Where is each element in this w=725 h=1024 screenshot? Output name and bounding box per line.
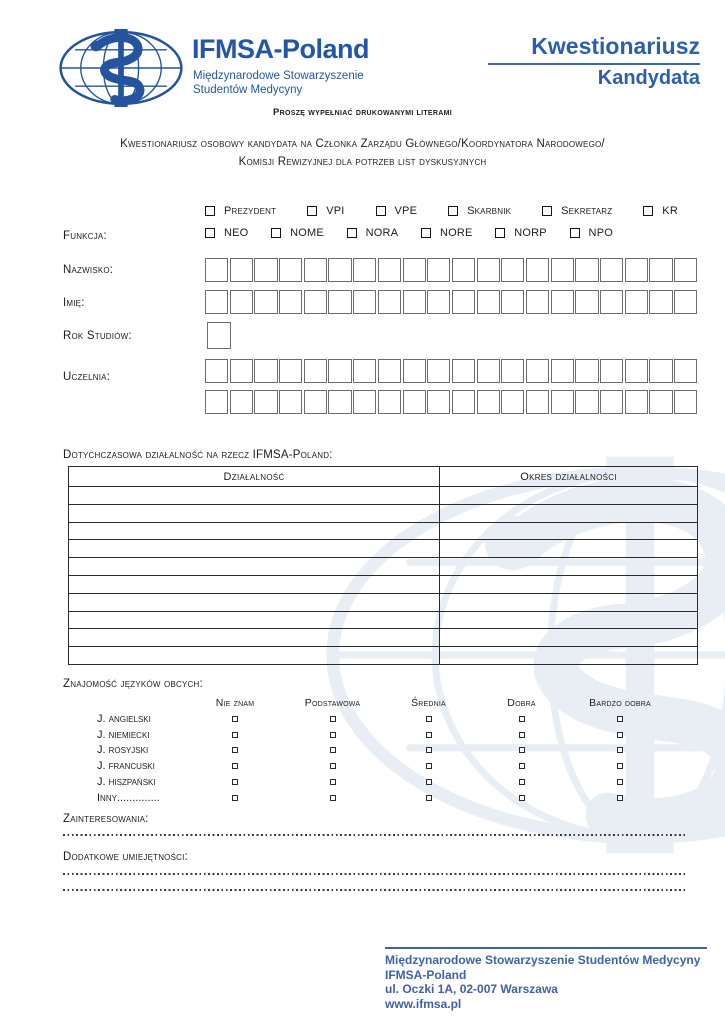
checkbox-label: NORP: [514, 227, 547, 239]
org-subtitle: [193, 70, 364, 97]
skills-fill-line-2[interactable]: [63, 889, 686, 891]
function-option-nora: [347, 227, 399, 239]
char-cell[interactable]: [254, 359, 277, 383]
language-checkbox-wrap: [283, 747, 382, 753]
activity-cell[interactable]: [69, 575, 440, 593]
checkbox-label: NPO: [588, 227, 613, 239]
function-option-kr: [643, 205, 678, 217]
activity-row: [69, 558, 698, 576]
language-level-checkbox[interactable]: [330, 763, 336, 769]
char-cell[interactable]: [649, 359, 672, 383]
function-option-nore: [421, 227, 473, 239]
checkbox[interactable]: [570, 228, 580, 238]
period-cell[interactable]: [440, 558, 698, 576]
char-cell[interactable]: [304, 390, 327, 414]
char-cell[interactable]: [575, 359, 598, 383]
language-checkbox-wrap: [568, 779, 672, 785]
org-subtitle-line1: Międzynarodowe Stowarzyszenie: [193, 70, 364, 82]
language-checkbox-wrap: [283, 763, 382, 769]
function-option-sekretarz: [542, 205, 612, 217]
char-cell[interactable]: [353, 390, 376, 414]
function-option-vpi: [307, 205, 344, 217]
char-cell[interactable]: [353, 290, 376, 314]
funkcja-label: Funkcja:: [63, 230, 107, 242]
language-label: J. francuski: [97, 760, 155, 773]
language-checkbox-wrap: [283, 795, 382, 801]
activity-cell[interactable]: [69, 611, 440, 629]
function-option-prezydent: [205, 205, 276, 217]
char-cell[interactable]: [600, 290, 623, 314]
activity-row: [69, 575, 698, 593]
char-cell[interactable]: [230, 359, 253, 383]
function-checkbox-row-2: [205, 227, 613, 239]
language-checkbox-wrap: [475, 716, 568, 722]
language-level-checkbox[interactable]: [617, 716, 623, 722]
uczelnia-label: Uczelnia:: [63, 371, 111, 383]
footer-name-line: IFMSA-Poland: [385, 967, 467, 982]
char-cell[interactable]: [328, 258, 351, 282]
activity-cell[interactable]: [69, 487, 440, 505]
checkbox[interactable]: [542, 206, 552, 216]
char-cell[interactable]: [403, 359, 426, 383]
footer-org-line: Międzynarodowe Stowarzyszenie Studentów Medycyny: [385, 953, 701, 967]
language-checkbox-wrap: [382, 763, 475, 769]
language-label: J. hiszpański: [97, 775, 156, 788]
skills-label: Dodatkowe umiejętności:: [63, 851, 188, 863]
fill-instruction: Proszę wypełniać drukowanymi literami: [273, 107, 452, 118]
language-checkbox-wrap: [475, 747, 568, 753]
checkbox[interactable]: [643, 206, 653, 216]
activity-cell[interactable]: [69, 629, 440, 647]
char-cell[interactable]: [230, 258, 253, 282]
language-checkbox-wrap: [568, 747, 672, 753]
language-level-checkbox[interactable]: [232, 716, 238, 722]
uczelnia-char-row-2: [205, 390, 697, 414]
char-cell[interactable]: [328, 390, 351, 414]
char-cell[interactable]: [427, 390, 450, 414]
char-cell[interactable]: [526, 258, 549, 282]
language-checkbox-wrap: [187, 763, 283, 769]
char-cell[interactable]: [378, 290, 401, 314]
language-checkbox-wrap: [187, 779, 283, 785]
nazwisko-label: Nazwisko:: [63, 264, 114, 276]
checkbox-label: VPI: [326, 205, 345, 217]
checkbox[interactable]: [448, 206, 458, 216]
language-checkbox-wrap: [568, 763, 672, 769]
activity-table: [68, 466, 698, 665]
checkbox[interactable]: [421, 228, 431, 238]
char-cell[interactable]: [674, 290, 697, 314]
activity-row: [69, 522, 698, 540]
char-cell[interactable]: [427, 359, 450, 383]
char-cell[interactable]: [254, 290, 277, 314]
language-level-checkbox[interactable]: [426, 763, 432, 769]
char-cell[interactable]: [452, 258, 475, 282]
char-cell[interactable]: [575, 390, 598, 414]
char-cell[interactable]: [526, 390, 549, 414]
char-cell[interactable]: [551, 290, 574, 314]
doc-title-kandydata: Kandydata: [597, 67, 700, 89]
language-grid: [63, 697, 672, 804]
char-cell[interactable]: [452, 290, 475, 314]
org-name: IFMSA-Poland: [192, 34, 369, 64]
activity-table-body: [69, 487, 698, 665]
char-cell[interactable]: [279, 290, 302, 314]
language-level-checkbox[interactable]: [232, 747, 238, 753]
char-cell[interactable]: [304, 290, 327, 314]
language-level-checkbox[interactable]: [232, 732, 238, 738]
char-cell[interactable]: [551, 390, 574, 414]
char-cell[interactable]: [403, 258, 426, 282]
language-level-checkbox[interactable]: [232, 763, 238, 769]
checkbox-label: Prezydent: [224, 205, 277, 217]
language-checkbox-wrap: [475, 732, 568, 738]
activity-cell[interactable]: [69, 647, 440, 665]
char-cell[interactable]: [526, 359, 549, 383]
activity-cell[interactable]: [69, 540, 440, 558]
language-checkbox-wrap: [568, 732, 672, 738]
language-checkbox-wrap: [382, 795, 475, 801]
char-cell[interactable]: [403, 290, 426, 314]
language-checkbox-wrap: [382, 747, 475, 753]
language-checkbox-wrap: [382, 732, 475, 738]
char-cell[interactable]: [649, 290, 672, 314]
activity-cell[interactable]: [69, 522, 440, 540]
char-cell[interactable]: [477, 258, 500, 282]
function-option-skarbnik: [448, 205, 511, 217]
period-cell[interactable]: [440, 522, 698, 540]
level-header-bardzo-dobra: Bardzo dobra: [589, 697, 651, 709]
char-cell[interactable]: [600, 359, 623, 383]
language-level-checkbox[interactable]: [426, 779, 432, 785]
char-cell[interactable]: [378, 390, 401, 414]
char-cell[interactable]: [477, 359, 500, 383]
language-checkbox-wrap: [382, 779, 475, 785]
checkbox[interactable]: [205, 206, 215, 216]
language-level-checkbox[interactable]: [426, 747, 432, 753]
checkbox-label: NOME: [290, 227, 324, 239]
imie-char-row: [205, 290, 697, 314]
language-checkbox-wrap: [187, 732, 283, 738]
skills-fill-line-1[interactable]: [63, 873, 686, 875]
function-option-npo: [570, 227, 613, 239]
checkbox-label: NORE: [439, 227, 473, 239]
char-cell[interactable]: [625, 390, 648, 414]
char-cell[interactable]: [501, 390, 524, 414]
language-level-checkbox[interactable]: [519, 732, 525, 738]
checkbox-label: VPE: [394, 205, 418, 217]
doc-title-kwestionariusz: Kwestionariusz: [531, 33, 700, 59]
language-checkbox-wrap: [382, 716, 475, 722]
activity-row: [69, 647, 698, 665]
char-cell[interactable]: [207, 322, 231, 349]
period-cell[interactable]: [440, 540, 698, 558]
language-checkbox-wrap: [475, 795, 568, 801]
language-level-checkbox[interactable]: [617, 763, 623, 769]
char-cell[interactable]: [427, 258, 450, 282]
language-checkbox-wrap: [187, 747, 283, 753]
char-cell[interactable]: [526, 290, 549, 314]
period-cell[interactable]: [440, 647, 698, 665]
language-checkbox-wrap: [187, 716, 283, 722]
language-level-checkbox[interactable]: [617, 795, 623, 801]
period-cell[interactable]: [440, 629, 698, 647]
char-cell[interactable]: [674, 390, 697, 414]
language-checkbox-wrap: [568, 716, 672, 722]
char-cell[interactable]: [304, 359, 327, 383]
char-cell[interactable]: [452, 390, 475, 414]
rok-studiow-label: Rok Studiów:: [63, 330, 132, 342]
char-cell[interactable]: [378, 359, 401, 383]
char-cell[interactable]: [427, 290, 450, 314]
language-level-checkbox[interactable]: [519, 795, 525, 801]
language-level-checkbox[interactable]: [426, 795, 432, 801]
language-level-checkbox[interactable]: [330, 779, 336, 785]
char-cell[interactable]: [649, 258, 672, 282]
rok-studiow-box: [207, 322, 231, 349]
language-label: J. angielski: [97, 712, 151, 725]
char-cell[interactable]: [551, 359, 574, 383]
checkbox-label: Sekretarz: [561, 205, 613, 217]
char-cell[interactable]: [378, 258, 401, 282]
language-level-checkbox[interactable]: [617, 779, 623, 785]
interests-label: Zainteresowania:: [63, 813, 149, 825]
char-cell[interactable]: [205, 258, 228, 282]
char-cell[interactable]: [279, 258, 302, 282]
activity-row: [69, 504, 698, 522]
level-header-podstawowa: Podstawowa: [304, 697, 361, 709]
activity-cell[interactable]: [69, 593, 440, 611]
language-level-checkbox[interactable]: [330, 747, 336, 753]
language-level-checkbox[interactable]: [232, 779, 238, 785]
period-cell[interactable]: [440, 575, 698, 593]
char-cell[interactable]: [304, 258, 327, 282]
language-level-checkbox[interactable]: [426, 732, 432, 738]
language-label: J. niemiecki: [97, 728, 150, 741]
checkbox[interactable]: [271, 228, 281, 238]
function-option-vpe: [376, 205, 418, 217]
char-cell[interactable]: [625, 359, 648, 383]
language-label: J. rosyjski: [97, 744, 149, 757]
org-subtitle-line2: Studentów Medycyny: [193, 83, 303, 96]
activity-cell[interactable]: [69, 504, 440, 522]
period-cell[interactable]: [440, 611, 698, 629]
language-level-checkbox[interactable]: [519, 747, 525, 753]
level-header-dobra: Dobra: [507, 697, 536, 709]
char-cell[interactable]: [403, 390, 426, 414]
char-cell[interactable]: [674, 359, 697, 383]
char-cell[interactable]: [674, 258, 697, 282]
char-cell[interactable]: [328, 290, 351, 314]
checkbox-label: KR: [662, 205, 678, 217]
language-level-checkbox[interactable]: [232, 795, 238, 801]
activity-col-header: Działalność: [69, 467, 440, 487]
language-level-checkbox[interactable]: [330, 732, 336, 738]
char-cell[interactable]: [279, 359, 302, 383]
char-cell[interactable]: [477, 390, 500, 414]
uczelnia-char-row-1: [205, 359, 697, 383]
char-cell[interactable]: [625, 290, 648, 314]
char-cell[interactable]: [230, 290, 253, 314]
char-cell[interactable]: [328, 359, 351, 383]
function-option-norp: [495, 227, 547, 239]
char-cell[interactable]: [353, 258, 376, 282]
char-cell[interactable]: [501, 359, 524, 383]
activity-row: [69, 487, 698, 505]
imie-label: Imię:: [63, 297, 85, 309]
level-header-nie-znam: Nie znam: [215, 697, 255, 709]
language-checkbox-wrap: [475, 763, 568, 769]
char-cell[interactable]: [600, 390, 623, 414]
language-label: Inny..............: [97, 791, 160, 804]
char-cell[interactable]: [254, 390, 277, 414]
char-cell[interactable]: [501, 258, 524, 282]
activity-section-label: Dotychczasowa działalność na rzecz IFMSA-Poland:: [63, 449, 333, 461]
char-cell[interactable]: [353, 359, 376, 383]
language-checkbox-wrap: [283, 716, 382, 722]
char-cell[interactable]: [205, 290, 228, 314]
function-option-nome: [271, 227, 324, 239]
char-cell[interactable]: [575, 290, 598, 314]
checkbox[interactable]: [205, 228, 215, 238]
checkbox[interactable]: [495, 228, 505, 238]
language-level-checkbox[interactable]: [519, 779, 525, 785]
period-cell[interactable]: [440, 593, 698, 611]
char-cell[interactable]: [205, 390, 228, 414]
language-level-checkbox[interactable]: [330, 716, 336, 722]
period-cell[interactable]: [440, 487, 698, 505]
checkbox-label: Skarbnik: [467, 205, 512, 217]
language-checkbox-wrap: [187, 795, 283, 801]
level-header-średnia: Średnia: [411, 697, 446, 709]
char-cell[interactable]: [452, 359, 475, 383]
activity-cell[interactable]: [69, 558, 440, 576]
checkbox-label: NORA: [365, 227, 399, 239]
checkbox[interactable]: [307, 206, 317, 216]
nazwisko-char-row: [205, 258, 697, 282]
checkbox[interactable]: [347, 228, 357, 238]
interests-fill-line[interactable]: [63, 834, 686, 836]
char-cell[interactable]: [575, 258, 598, 282]
language-level-checkbox[interactable]: [617, 747, 623, 753]
activity-row: [69, 611, 698, 629]
char-cell[interactable]: [205, 359, 228, 383]
languages-section-label: Znajomość języków obcych:: [63, 678, 203, 690]
form-title-line1: Kwestionariusz osobowy kandydata na Członka Zarządu Głównego/Koordynatora Narodowego/: [120, 138, 605, 150]
language-checkbox-wrap: [568, 795, 672, 801]
char-cell[interactable]: [279, 390, 302, 414]
checkbox[interactable]: [376, 206, 386, 216]
language-level-checkbox[interactable]: [330, 795, 336, 801]
footer-website-link[interactable]: www.ifmsa.pl: [385, 996, 462, 1011]
language-checkbox-wrap: [283, 732, 382, 738]
char-cell[interactable]: [501, 290, 524, 314]
char-cell[interactable]: [551, 258, 574, 282]
language-checkbox-wrap: [283, 779, 382, 785]
char-cell[interactable]: [477, 290, 500, 314]
language-level-checkbox[interactable]: [519, 763, 525, 769]
language-level-checkbox[interactable]: [519, 716, 525, 722]
checkbox-label: NEO: [224, 227, 249, 239]
ifmsa-logo-icon: [56, 29, 186, 107]
char-cell[interactable]: [625, 258, 648, 282]
form-title-line2: Komisji Rewizyjnej dla potrzeb list dyskusyjnych: [238, 156, 487, 168]
period-col-header: Okres działalności: [440, 467, 698, 487]
function-checkbox-row-1: [205, 205, 678, 217]
language-checkbox-wrap: [475, 779, 568, 785]
activity-row: [69, 629, 698, 647]
footer-divider: [385, 947, 707, 949]
footer-address-line: ul. Oczki 1A, 02-007 Warszawa: [385, 982, 558, 996]
activity-row: [69, 540, 698, 558]
activity-row: [69, 593, 698, 611]
language-level-checkbox[interactable]: [617, 732, 623, 738]
char-cell[interactable]: [254, 258, 277, 282]
char-cell[interactable]: [600, 258, 623, 282]
footer-block: [385, 953, 700, 1011]
period-cell[interactable]: [440, 504, 698, 522]
char-cell[interactable]: [649, 390, 672, 414]
title-underline: [488, 63, 700, 65]
function-option-neo: [205, 227, 248, 239]
char-cell[interactable]: [230, 390, 253, 414]
activity-header-row: [69, 467, 698, 487]
language-level-checkbox[interactable]: [426, 716, 432, 722]
